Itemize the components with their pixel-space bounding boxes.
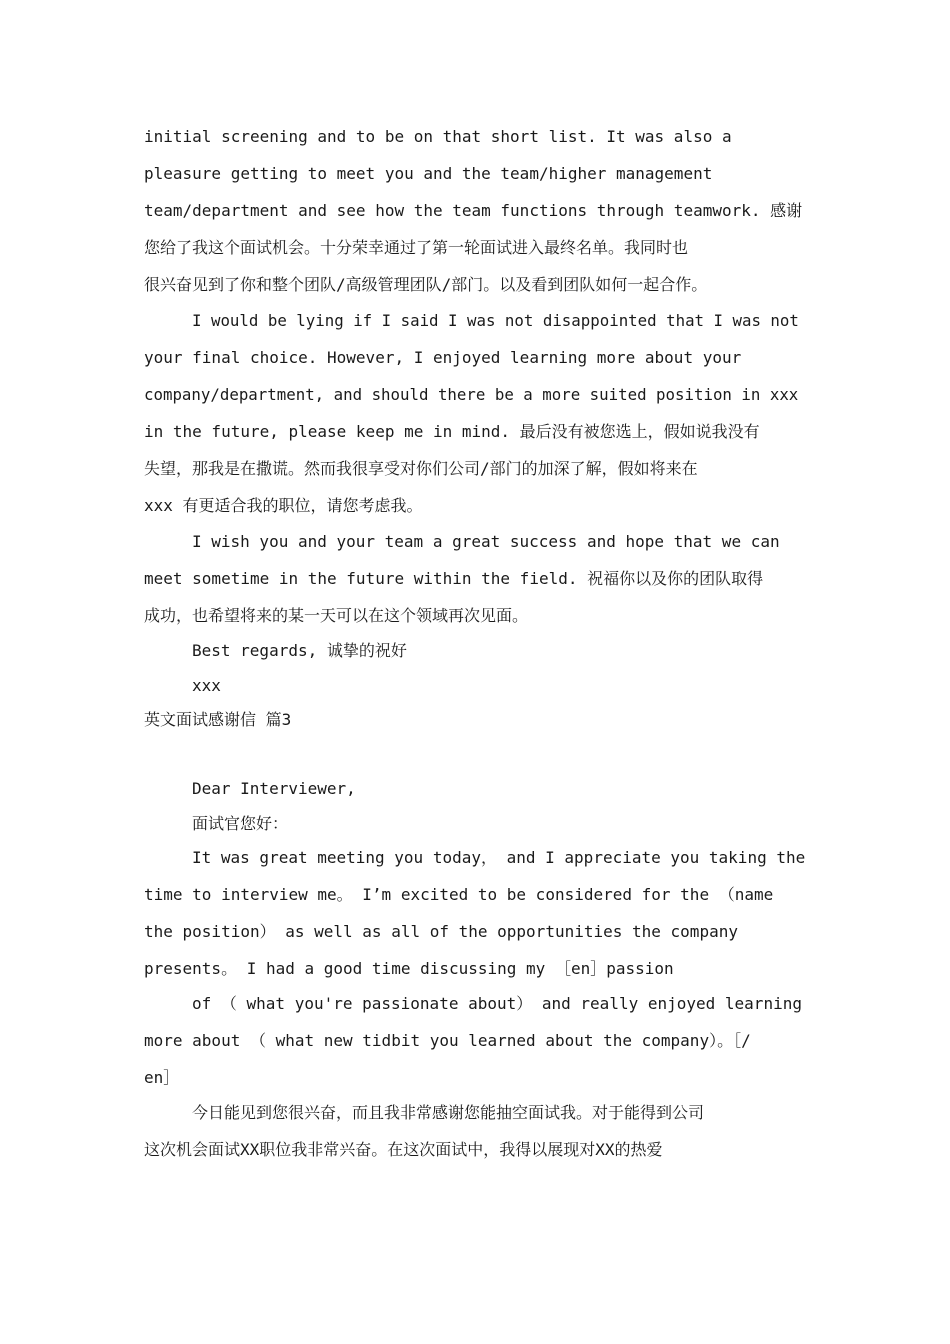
closing-line: Best regards, 诚挚的祝好 bbox=[192, 641, 407, 660]
paragraph-line: meet sometime in the future within the field. 祝福你以及你的团队取得 bbox=[144, 569, 764, 588]
paragraph-line: team/department and see how the team functions through teamwork. 感谢 bbox=[144, 201, 803, 220]
salutation-line: 面试官您好： bbox=[192, 814, 289, 833]
signature-line: xxx bbox=[192, 676, 221, 695]
paragraph-line: 今日能见到您很兴奋，而且我非常感谢您能抽空面试我。对于能得到公司 bbox=[192, 1103, 705, 1122]
paragraph-line: 很兴奋见到了你和整个团队/高级管理团队/部门。以及看到团队如何一起合作。 bbox=[144, 275, 708, 294]
paragraph-line: I would be lying if I said I was not disappointed that I was not bbox=[192, 311, 799, 330]
paragraph-line: en］ bbox=[144, 1068, 180, 1087]
paragraph-line: time to interview me。 I’m excited to be considered for the （name bbox=[144, 885, 774, 904]
section-heading: 英文面试感谢信 篇3 bbox=[144, 710, 292, 729]
paragraph-line: xxx 有更适合我的职位，请您考虑我。 bbox=[144, 496, 423, 515]
paragraph-line: of （ what you're passionate about） and really enjoyed learning bbox=[192, 994, 802, 1013]
paragraph-line: in the future, please keep me in mind. 最后没有被您选上，假如说我没有 bbox=[144, 422, 760, 441]
salutation-line: Dear Interviewer, bbox=[192, 779, 356, 798]
paragraph-line: company/department, and should there be a more suited position in xxx bbox=[144, 385, 799, 404]
paragraph-line: presents。 I had a good time discussing my ［en］passion bbox=[144, 959, 674, 978]
paragraph-line: pleasure getting to meet you and the team/higher management bbox=[144, 164, 713, 183]
paragraph-line: initial screening and to be on that short list. It was also a bbox=[144, 127, 732, 146]
paragraph-line: your final choice. However, I enjoyed learning more about your bbox=[144, 348, 742, 367]
paragraph-line: the position） as well as all of the opportunities the company bbox=[144, 922, 738, 941]
paragraph-line: 成功，也希望将来的某一天可以在这个领域再次见面。 bbox=[144, 606, 529, 625]
paragraph-line: It was great meeting you today， and I appreciate you taking the bbox=[192, 848, 806, 867]
paragraph-line: 失望，那我是在撒谎。然而我很享受对你们公司/部门的加深了解，假如将来在 bbox=[144, 459, 698, 478]
paragraph-line: I wish you and your team a great success and hope that we can bbox=[192, 532, 780, 551]
paragraph-line: more about （ what new tidbit you learned about the company）。［/ bbox=[144, 1031, 751, 1050]
paragraph-line: 这次机会面试XX职位我非常兴奋。在这次面试中，我得以展现对XX的热爱 bbox=[144, 1140, 663, 1159]
paragraph-line: 您给了我这个面试机会。十分荣幸通过了第一轮面试进入最终名单。我同时也 bbox=[144, 238, 689, 257]
